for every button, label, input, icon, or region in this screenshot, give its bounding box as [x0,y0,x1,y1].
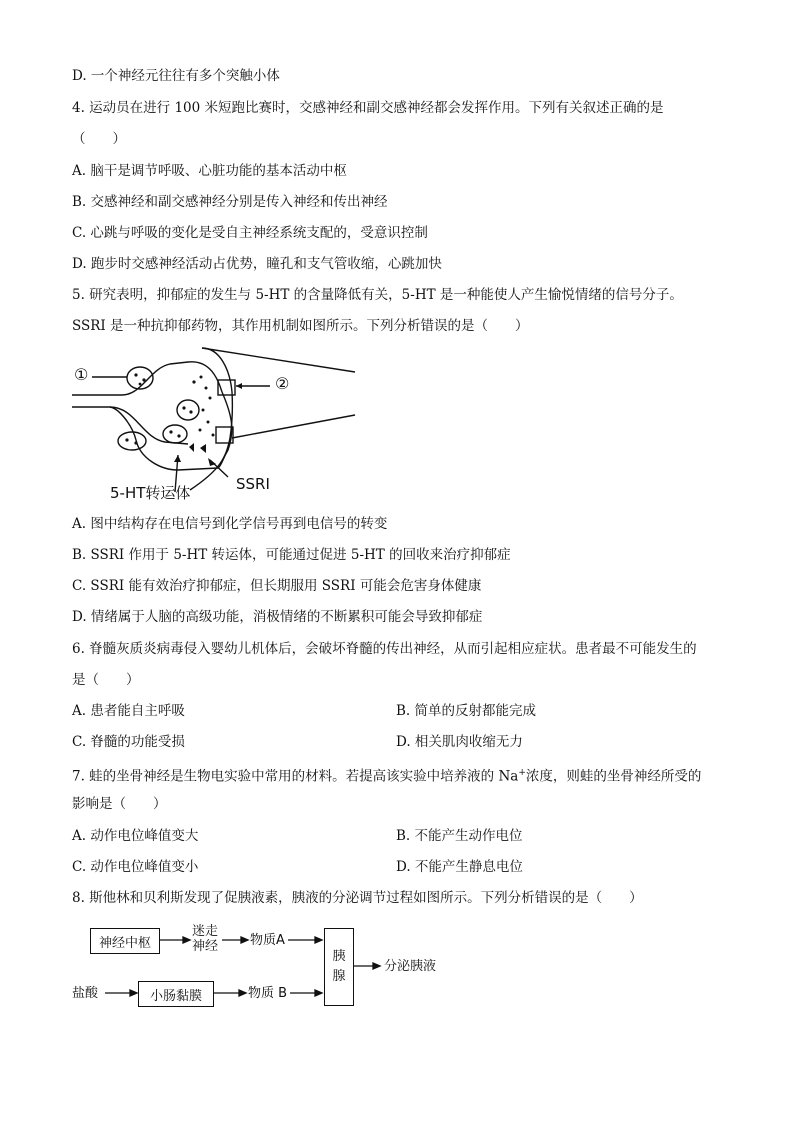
option-4b: B. 交感神经和副交感神经分别是传入神经和传出神经 [72,194,388,210]
option-6b: B. 简单的反射都能完成 [396,703,537,719]
option-5d: D. 情绪属于人脑的高级功能，消极情绪的不断累积可能会导致抑郁症 [72,609,483,625]
option-6d: D. 相关肌肉收缩无力 [396,734,523,750]
option-5b: B. SSRI 作用于 5-HT 转运体，可能通过促进 5-HT 的回收来治疗抑郁症 [72,547,511,563]
question-7-stem-1 [72,764,701,786]
pancreas-box [324,928,354,1006]
label-5ht-transporter: 5-HT转运体 [110,484,191,502]
question-4-bracket: （ ） [72,131,126,147]
option-6c: C. 脊髓的功能受损 [72,734,185,750]
question-7-text-b: 浓度，则蛙的坐骨神经所受的 [525,768,702,785]
pancreas-flow-figure [72,920,472,1010]
label-circle-2: ② [275,374,290,393]
option-4a: A. 脑干是调节呼吸、心脏功能的基本活动中枢 [72,163,347,179]
na-superscript: + [518,768,526,778]
option-7c: C. 动作电位峰值变小 [72,859,199,875]
option-7b: B. 不能产生动作电位 [396,828,523,844]
substance-a-label: 物质A [250,933,285,948]
hydrochloric-acid-label: 盐酸 [72,986,99,1001]
option-4-prev-d: D. 一个神经元往往有多个突触小体 [72,68,280,84]
synapse-figure [70,340,370,510]
intestinal-mucosa-box: 小肠黏膜 [138,981,214,1007]
option-5a: A. 图中结构存在电信号到化学信号再到电信号的转变 [72,516,388,532]
substance-b-label: 物质 B [248,986,288,1001]
vagus-nerve-label [192,924,218,954]
option-4d: D. 跑步时交感神经活动占优势，瞳孔和支气管收缩，心跳加快 [72,256,442,272]
question-8-stem: 8. 斯他林和贝利斯发现了促胰液素，胰液的分泌调节过程如图所示。下列分析错误的是（ ） [72,890,643,906]
question-5-stem-1: 5. 研究表明，抑郁症的发生与 5-HT 的含量降低有关，5-HT 是一种能使人产生愉悦情绪的信号分子。 [72,287,683,303]
question-7-text-a: 7. 蛙的坐骨神经是生物电实验中常用的材料。若提高该实验中培养液的 Na [72,768,519,785]
label-ssri: SSRI [236,475,270,493]
option-5c: C. SSRI 能有效治疗抑郁症，但长期服用 SSRI 可能会危害身体健康 [72,578,482,594]
vagus-line-2: 神经 [192,939,219,954]
nerve-center-box: 神经中枢 [90,928,160,954]
pancreas-line-1: 胰 [332,949,346,964]
option-4c: C. 心跳与呼吸的变化是受自主神经系统支配的，受意识控制 [72,225,428,241]
option-7d: D. 不能产生静息电位 [396,859,523,875]
option-7a: A. 动作电位峰值变大 [72,828,199,844]
secrete-pancreatic-juice-label: 分泌胰液 [384,959,437,974]
vagus-line-1: 迷走 [192,924,219,939]
question-5-stem-2: SSRI 是一种抗抑郁药物，其作用机制如图所示。下列分析错误的是（ ） [72,318,529,334]
pancreas-line-2: 腺 [332,969,346,984]
question-7-stem-2: 影响是（ ） [72,796,167,812]
question-4-stem: 4. 运动员在进行 100 米短跑比赛时，交感神经和副交感神经都会发挥作用。下列有关叙述正确的是 [72,100,664,116]
question-6-stem-2: 是（ ） [72,672,140,688]
option-6a: A. 患者能自主呼吸 [72,703,185,719]
question-6-stem-1: 6. 脊髓灰质炎病毒侵入婴幼儿机体后，会破坏脊髓的传出神经，从而引起相应症状。患者最不可能发生的 [72,641,697,657]
label-circle-1: ① [74,365,89,384]
